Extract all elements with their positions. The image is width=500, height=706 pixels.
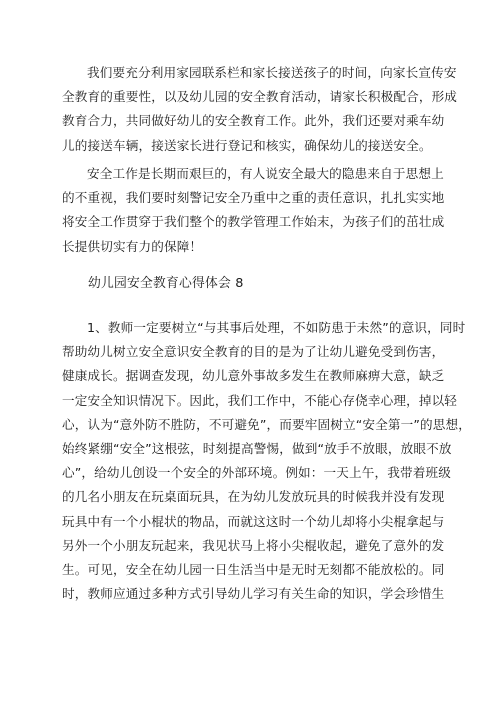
text-line: 我们要充分利用家园联系栏和家长接送孩子的时间，向家长宣传安 [87,65,457,80]
text-line: 的不重视，我们要时刻警记安全乃重中之重的责任意识，扎扎实实地 [62,190,445,206]
section-heading: 幼儿园安全教育心得体会 8 [88,276,244,291]
text-line: 的几名小朋友在玩桌面玩具，在为幼儿发放玩具的时候我并没有发现 [62,489,445,505]
text-line: 始终紧绷“安全”这根弦，时刻提高警惕，做到“放手不放眼，放眼不放 [62,440,452,456]
text-line: 另外一个小朋友玩起来，我见状马上将小尖棍收起，避免了意外的发 [62,537,445,553]
text-line: 生。可见，安全在幼儿园一日生活当中是无时无刻都不能放松的。同 [62,561,445,577]
text-line: 一定安全知识情况下。因此，我们工作中，不能心存侥幸心理，掉以轻 [62,392,458,408]
text-line: 儿的接送车辆，接送家长进行登记和核实，确保幼儿的接送安全。 [62,137,432,153]
text-line: 1、教师一定要树立“与其事后处理，不如防患于未然”的意识，同时 [87,320,466,335]
text-line: 全教育的重要性，以及幼儿园的安全教育活动，请家长积极配合，形成 [62,89,458,105]
text-line: 时，教师应通过多种方式引导幼儿学习有关生命的知识，学会珍惜生 [62,586,445,602]
paragraph-safety-long-term [62,162,445,259]
text-line: 健康成长。据调查发现，幼儿意外事故多发生在教师麻痹大意，缺乏 [62,368,445,384]
paragraph-parent-communication [62,61,458,158]
text-line: 长提供切实有力的保障！ [62,238,203,254]
text-line: 帮助幼儿树立安全意识安全教育的目的是为了让幼儿避免受到伤害， [62,344,445,360]
paragraph-teacher-awareness [62,316,472,606]
text-line: 安全工作是长期而艰巨的，有人说安全最大的隐患来自于思想上 [87,166,444,181]
text-line: 教育合力，共同做好幼儿的安全教育工作。此外，我们还要对乘车幼 [62,113,445,129]
text-line: 心，认为“意外防不胜防，不可避免”，而要牢固树立“安全第一”的思想， [62,416,472,432]
text-line: 将安全工作贯穿于我们整个的教学管理工作始末，为孩子们的茁壮成 [62,214,445,230]
text-line: 心”，给幼儿创设一个安全的外部环境。例如：一天上午，我带着班级 [62,465,451,481]
text-line: 玩具中有一个小棍状的物品，而就这这时一个幼儿却将小尖棍拿起与 [62,513,445,529]
